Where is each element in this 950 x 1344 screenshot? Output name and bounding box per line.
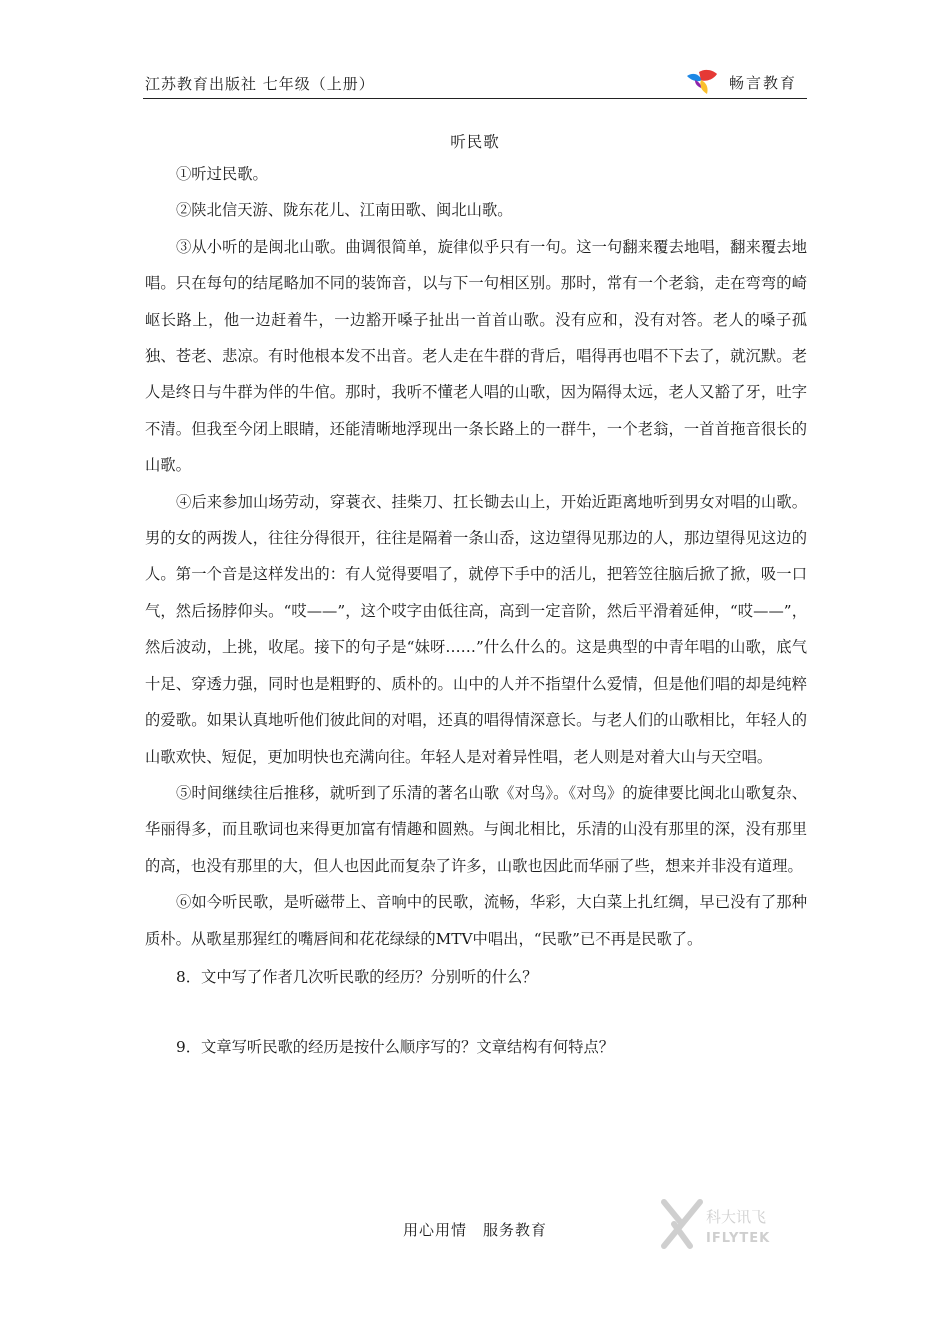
paragraph-1: ①听过民歌。 xyxy=(176,165,268,183)
paragraph-5: ⑤时间继续往后推移，就听到了乐清的著名山歌《对鸟》。《对鸟》的旋律要比闽北山歌复杂、华丽得多，而且歌词也来得更加富有情趣和圆熟。与闽北相比，乐清的山没有那里的深，没有那里的高，也没有那里的大，但人也因此而复杂了许多，山歌也因此而华丽了些，想来并非没有道理。 xyxy=(145,783,807,875)
iflytek-watermark-icon xyxy=(660,1194,790,1254)
paragraph-4: ④后来参加山场劳动，穿蓑衣、挂柴刀、扛长锄去山上，开始近距离地听到男女对唱的山歌。男的女的两拨人，往往分得很开，往往是隔着一条山岙，这边望得见那边的人，那边望得见这边的人。第一个音是这样发出的：有人觉得要唱了，就停下手中的活儿，把箬笠往脑后掀了掀，吸一口气，然后扬脖仰头。“哎——”，这个哎字由低往高，高到一定音阶，然后平滑着延伸，“哎——”，然后波动，上挑，收尾。接下的句子是“妹呀……”什么什么的。这是典型的中青年唱的山歌，底气十足、穿透力强，同时也是粗野的、质朴的。山中的人并不指望什么爱情，但是他们唱的却是纯粹的爱歌。如果认真地听他们彼此间的对唱，还真的唱得情深意长。与老人们的山歌相比，年轻人的山歌欢快、短促，更加明快也充满向往。年轻人是对着异性唱，老人则是对着大山与天空唱。 xyxy=(145,492,807,766)
paragraph-6: ⑥如今听民歌，是听磁带上、音响中的民歌，流畅，华彩，大白菜上扎红绸，早已没有了那种质朴。从歌星那猩红的嘴唇间和花花绿绿的MTV中唱出，“民歌”已不再是民歌了。 xyxy=(145,893,807,948)
paragraph-3: ③从小听的是闽北山歌。曲调很简单，旋律似乎只有一句。这一句翻来覆去地唱，翻来覆去地唱。只在每句的结尾略加不同的装饰音，以与下一句相区别。那时，常有一个老翁，走在弯弯的崎岖长路上，他一边赶着牛，一边豁开嗓子扯出一首首山歌。没有应和，没有对答。老人的嗓子孤独、苍老、悲凉。有时他根本发不出音。老人走在牛群的背后，唱得再也唱不下去了，就沉默。老人是终日与牛群为伴的牛倌。那时，我听不懂老人唱的山歌，因为隔得太远，老人又豁了牙，吐字不清。但我至今闭上眼睛，还能清晰地浮现出一条长路上的一群牛，一个老翁，一首首拖音很长的山歌。 xyxy=(145,237,807,475)
iflytek-cn: 科大讯飞 xyxy=(706,1208,767,1226)
page-footer: 用心用情 服务教育 xyxy=(402,1221,547,1239)
brand-block xyxy=(685,68,797,96)
page-header xyxy=(143,66,807,99)
article-title: 听民歌 xyxy=(450,133,500,151)
publisher-label: 江苏教育出版社 七年级（上册） xyxy=(145,75,375,93)
brand-name: 畅言教育 xyxy=(728,73,797,92)
paragraph-2: ②陕北信天游、陇东花儿、江南田歌、闽北山歌。 xyxy=(176,201,513,220)
bird-logo-icon xyxy=(685,68,719,96)
iflytek-en: IFLYTEK xyxy=(706,1231,771,1246)
question-9: 9．文章写听民歌的经历是按什么顺序写的？文章结构有何特点？ xyxy=(176,1038,615,1057)
question-8: 8．文中写了作者几次听民歌的经历？分别听的什么？ xyxy=(176,967,538,986)
article-body xyxy=(145,156,807,1066)
